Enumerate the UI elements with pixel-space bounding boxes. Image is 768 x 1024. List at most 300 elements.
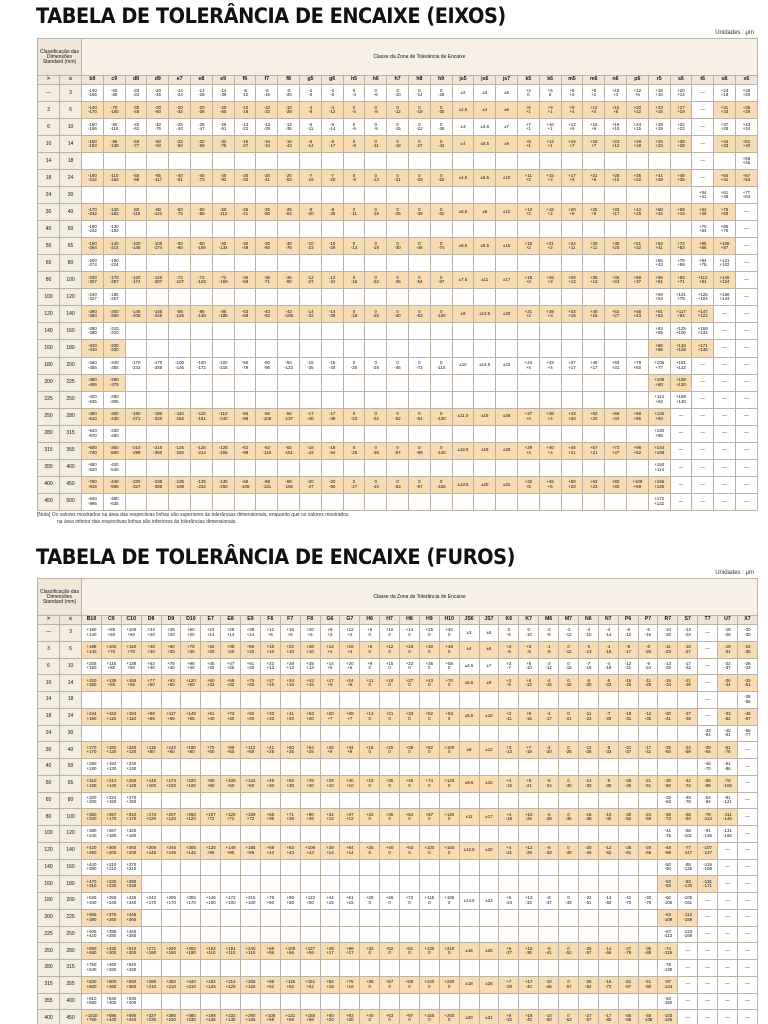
tolerance-cell: +33 0 bbox=[400, 708, 420, 725]
tolerance-cell: +2 -6 bbox=[499, 641, 519, 658]
tolerance-cell: -25 -40 bbox=[169, 119, 191, 136]
tolerance-cell: +75 +32 bbox=[241, 675, 261, 692]
tolerance-cell: — bbox=[737, 926, 757, 943]
tolerance-cell: — bbox=[714, 442, 736, 459]
tolerance-cell bbox=[459, 909, 479, 926]
tolerance-cell bbox=[496, 374, 518, 391]
tolerance-cell: 0 -11 bbox=[365, 136, 387, 153]
tolerance-cell bbox=[387, 425, 409, 442]
tolerance-cell bbox=[201, 926, 221, 943]
tolerance-cell: +140 0 bbox=[419, 976, 439, 993]
size-cell: 200 bbox=[60, 893, 82, 910]
tolerance-cell: +22 +10 bbox=[280, 641, 300, 658]
size-cell: 280 bbox=[60, 943, 82, 960]
tolerance-cell bbox=[400, 876, 420, 893]
tolerance-cell: +50 +23 bbox=[561, 476, 583, 493]
column-header: JS7 bbox=[479, 616, 499, 625]
tolerance-cell bbox=[626, 187, 648, 204]
tolerance-cell: -140 -170 bbox=[82, 102, 104, 119]
tolerance-cell bbox=[499, 926, 519, 943]
tolerance-cell: +5 -10 bbox=[519, 658, 539, 675]
tolerance-cell bbox=[161, 725, 181, 742]
tolerance-cell: — bbox=[698, 658, 718, 675]
column-header: K6 bbox=[499, 616, 519, 625]
tolerance-cell bbox=[365, 323, 387, 340]
tolerance-cell: +7 -18 bbox=[519, 742, 539, 759]
tolerance-cell bbox=[321, 153, 343, 170]
size-cell: 450 bbox=[60, 1010, 82, 1024]
tolerance-cell: +445 +260 bbox=[121, 909, 141, 926]
tolerance-cell: 0 -21 bbox=[559, 708, 579, 725]
tolerance-cell bbox=[212, 255, 234, 272]
tolerance-cell bbox=[626, 289, 648, 306]
tolerance-cell bbox=[343, 221, 365, 238]
tolerance-cell: +29 +10 bbox=[320, 775, 340, 792]
tolerance-cell: 0 -6 bbox=[343, 119, 365, 136]
tolerance-cell bbox=[419, 792, 439, 809]
tolerance-cell bbox=[517, 459, 539, 476]
tolerance-cell: +198 +135 bbox=[201, 1010, 221, 1024]
tolerance-cell: -45 -70 bbox=[698, 759, 718, 776]
tolerance-cell: +109 +80 bbox=[648, 374, 670, 391]
tolerance-cell: -25 -50 bbox=[658, 742, 678, 759]
tolerance-cell: 0 -15 bbox=[559, 658, 579, 675]
tolerance-cell bbox=[141, 960, 161, 977]
tolerance-cell: +64 +25 bbox=[300, 742, 320, 759]
size-cell: 225 bbox=[38, 926, 60, 943]
tolerance-cell: +32 +5 bbox=[517, 476, 539, 493]
tolerance-cell: -78 -113 bbox=[698, 809, 718, 826]
tolerance-cell: +16 +4 bbox=[340, 641, 360, 658]
tolerance-cell: -170 -242 bbox=[125, 357, 147, 374]
tolerance-cell bbox=[539, 792, 559, 809]
tolerance-cell bbox=[280, 960, 300, 977]
size-cell: 3 bbox=[60, 85, 82, 102]
size-cell: 10 bbox=[60, 119, 82, 136]
tolerance-cell bbox=[499, 692, 519, 709]
tolerance-cell: +61 +15 bbox=[340, 893, 360, 910]
tolerance-cell: +160 0 bbox=[439, 842, 459, 859]
tolerance-cell bbox=[519, 826, 539, 843]
tolerance-cell: +56 +45 bbox=[735, 153, 757, 170]
size-cell: 225 bbox=[60, 909, 82, 926]
tolerance-cell: +52 +27 bbox=[605, 306, 627, 323]
tolerance-cell bbox=[496, 187, 518, 204]
tolerance-cell: +115 0 bbox=[419, 893, 439, 910]
tolerance-cell bbox=[221, 792, 241, 809]
tolerance-cell bbox=[201, 692, 221, 709]
tolerance-cell bbox=[181, 859, 201, 876]
tolerance-cell: ±18 bbox=[474, 442, 496, 459]
tolerance-cell: -125 -182 bbox=[169, 442, 191, 459]
tolerance-cell: 0 -57 bbox=[559, 976, 579, 993]
tolerance-cell bbox=[408, 289, 430, 306]
tolerance-cell: +8 -32 bbox=[499, 1010, 519, 1024]
tolerance-cell bbox=[419, 759, 439, 776]
tolerance-cell bbox=[365, 340, 387, 357]
tolerance-cell: ±17 bbox=[496, 272, 518, 289]
tolerance-cell: +330 +230 bbox=[101, 876, 121, 893]
tolerance-cell: -12 -27 bbox=[299, 272, 321, 289]
tolerance-cell bbox=[299, 255, 321, 272]
tolerance-cell: 0 -9 bbox=[343, 170, 365, 187]
tolerance-cell: +50 +25 bbox=[280, 742, 300, 759]
tolerance-cell bbox=[474, 493, 496, 510]
size-cell: 80 bbox=[38, 272, 60, 289]
tolerance-cell bbox=[299, 289, 321, 306]
tolerance-cell: ±26 bbox=[496, 408, 518, 425]
tolerance-cell bbox=[221, 926, 241, 943]
tolerance-cell: +230 +130 bbox=[121, 759, 141, 776]
tolerance-cell: +52 0 bbox=[380, 943, 400, 960]
tolerance-cell bbox=[605, 374, 627, 391]
tolerance-cell: — bbox=[698, 625, 718, 642]
table-row bbox=[38, 459, 758, 476]
tolerance-cell bbox=[340, 792, 360, 809]
tolerance-cell: — bbox=[678, 993, 698, 1010]
tolerance-cell: -91 -126 bbox=[698, 826, 718, 843]
tolerance-cell bbox=[561, 323, 583, 340]
tolerance-cell: -20 -47 bbox=[299, 476, 321, 493]
tolerance-cell: -27 -48 bbox=[678, 708, 698, 725]
tolerance-cell: — bbox=[692, 476, 714, 493]
tolerance-cell: — bbox=[735, 408, 757, 425]
tolerance-cell: -240 -355 bbox=[103, 357, 125, 374]
tolerance-cell: ±9.5 bbox=[459, 775, 479, 792]
tolerance-cell bbox=[320, 792, 340, 809]
column-header: E9 bbox=[241, 616, 261, 625]
tolerance-cell: -110 -162 bbox=[169, 408, 191, 425]
column-header: h7 bbox=[387, 76, 409, 85]
tolerance-cell: +140 0 bbox=[439, 809, 459, 826]
tolerance-cell: +46 +21 bbox=[561, 442, 583, 459]
table-row bbox=[38, 993, 758, 1010]
tolerance-cell: -51 -76 bbox=[718, 742, 738, 759]
tolerance-cell bbox=[605, 340, 627, 357]
tolerance-cell: +207 +120 bbox=[161, 809, 181, 826]
tolerance-cell: +49 +17 bbox=[320, 943, 340, 960]
tolerance-cell bbox=[169, 323, 191, 340]
tolerance-cell bbox=[320, 692, 340, 709]
tolerance-cell: +18 +3 bbox=[517, 272, 539, 289]
tolerance-cell: -145 -245 bbox=[147, 306, 169, 323]
tolerance-cell: +67 +54 bbox=[735, 170, 757, 187]
tolerance-cell bbox=[605, 255, 627, 272]
tolerance-cell: -14 -39 bbox=[321, 306, 343, 323]
tolerance-cell: 0 -15 bbox=[343, 272, 365, 289]
tolerance-cell: +130 +98 bbox=[648, 425, 670, 442]
tolerance-cell: +84 0 bbox=[439, 708, 459, 725]
tolerance-cell bbox=[408, 493, 430, 510]
tolerance-cell: +86 +70 bbox=[714, 221, 736, 238]
tolerance-cell bbox=[191, 323, 213, 340]
size-bound-header: ≤ bbox=[60, 76, 82, 85]
tolerance-cell: — bbox=[678, 943, 698, 960]
tolerance-cell: -25 -41 bbox=[234, 204, 256, 221]
tolerance-cell: +85 +60 bbox=[101, 625, 121, 642]
tolerance-cell: -32 -59 bbox=[191, 136, 213, 153]
tolerance-cell bbox=[638, 909, 658, 926]
tolerance-cell: +24 +14 bbox=[201, 625, 221, 642]
shafts-note-line-2: na área inferior das respectivas linhas são inferiores às tolerâncias dimensionais. bbox=[57, 518, 237, 525]
tolerance-cell bbox=[147, 187, 169, 204]
tolerance-cell: +43 +34 bbox=[735, 119, 757, 136]
tolerance-cell bbox=[299, 340, 321, 357]
tolerance-cell: 0 -25 bbox=[365, 306, 387, 323]
tolerance-cell: -62 -119 bbox=[256, 442, 278, 459]
tolerance-cell bbox=[474, 425, 496, 442]
tolerance-cell: +3 -9 bbox=[519, 641, 539, 658]
tolerance-cell: +12 +6 bbox=[561, 119, 583, 136]
column-header: C10 bbox=[121, 616, 141, 625]
tolerance-cell bbox=[340, 993, 360, 1010]
tolerance-cell: — bbox=[698, 976, 718, 993]
tolerance-cell: 0 -14 bbox=[408, 85, 430, 102]
tolerance-cell bbox=[559, 725, 579, 742]
tolerance-cell: -190 -320 bbox=[147, 408, 169, 425]
tolerance-cell bbox=[360, 826, 380, 843]
tolerance-cell: +87 0 bbox=[419, 809, 439, 826]
tolerance-cell: +11 +2 bbox=[517, 170, 539, 187]
tolerance-cell: +180 +80 bbox=[181, 742, 201, 759]
column-header: T7 bbox=[698, 616, 718, 625]
tolerance-cell: +12 -28 bbox=[519, 842, 539, 859]
tolerance-cell: +21 0 bbox=[380, 708, 400, 725]
tolerance-cell bbox=[598, 960, 618, 977]
tolerance-cell bbox=[479, 993, 499, 1010]
tolerance-cell: +166 +126 bbox=[648, 476, 670, 493]
size-cell: 450 bbox=[38, 493, 60, 510]
tolerance-cell: -150 -186 bbox=[82, 119, 104, 136]
tolerance-cell: +12 +4 bbox=[320, 641, 340, 658]
tolerance-cell: -420 -535 bbox=[82, 391, 104, 408]
size-cell: 180 bbox=[60, 340, 82, 357]
tolerance-cell bbox=[519, 993, 539, 1010]
tolerance-cell bbox=[439, 859, 459, 876]
tolerance-cell: +2 -9 bbox=[499, 675, 519, 692]
tolerance-cell bbox=[212, 459, 234, 476]
tolerance-cell: -93 -150 bbox=[658, 993, 678, 1010]
column-header: D9 bbox=[161, 616, 181, 625]
column-header: r5 bbox=[648, 76, 670, 85]
tolerance-cell: +113 +91 bbox=[692, 272, 714, 289]
tolerance-cell: +17 +6 bbox=[320, 675, 340, 692]
tolerance-cell: -19 -31 bbox=[718, 641, 738, 658]
tolerance-cell: +6 0 bbox=[360, 625, 380, 642]
tolerance-cell: +370 +210 bbox=[121, 859, 141, 876]
size-cell: 160 bbox=[60, 859, 82, 876]
tolerance-cell: ±5 bbox=[496, 85, 518, 102]
column-header: g5 bbox=[299, 76, 321, 85]
tolerance-cell: +77 +50 bbox=[141, 675, 161, 692]
tolerance-cell: 0 -5 bbox=[343, 102, 365, 119]
tolerance-cell bbox=[125, 323, 147, 340]
tolerance-cell: +125 +100 bbox=[670, 323, 692, 340]
tolerance-cell: -14 -60 bbox=[598, 893, 618, 910]
tolerance-cell bbox=[201, 909, 221, 926]
tolerance-cell bbox=[221, 876, 241, 893]
size-cell: 14 bbox=[60, 675, 82, 692]
tolerance-cell: -25 -61 bbox=[212, 119, 234, 136]
tolerance-cell bbox=[343, 187, 365, 204]
tolerance-cell: — bbox=[735, 340, 757, 357]
tolerance-cell: 0 -25 bbox=[343, 442, 365, 459]
tolerance-cell bbox=[474, 221, 496, 238]
tolerance-cell: +46 0 bbox=[380, 893, 400, 910]
tolerance-cell bbox=[221, 909, 241, 926]
tolerance-cell: +25 +3 bbox=[539, 272, 561, 289]
tolerance-cell bbox=[201, 826, 221, 843]
tolerance-cell bbox=[598, 826, 618, 843]
tolerance-cell bbox=[519, 859, 539, 876]
tolerance-cell bbox=[234, 374, 256, 391]
size-cell: 10 bbox=[60, 658, 82, 675]
tolerance-cell bbox=[103, 153, 125, 170]
zone-header: Classe da Zona de Tolerância de Encaixe bbox=[82, 579, 758, 616]
tolerance-cell: +60 +30 bbox=[280, 775, 300, 792]
tolerance-cell: +60 +30 bbox=[161, 641, 181, 658]
size-cell: 30 bbox=[38, 742, 60, 759]
table-row bbox=[38, 943, 758, 960]
size-cell: 500 bbox=[60, 493, 82, 510]
table-row bbox=[38, 425, 758, 442]
tolerance-cell bbox=[452, 187, 474, 204]
tolerance-cell: +100 0 bbox=[439, 742, 459, 759]
tolerance-cell bbox=[626, 323, 648, 340]
size-cell: 280 bbox=[60, 408, 82, 425]
tolerance-cell: +244 +160 bbox=[82, 708, 102, 725]
tolerance-cell: -7 -20 bbox=[321, 170, 343, 187]
tolerance-cell: +119 +62 bbox=[280, 976, 300, 993]
tolerance-cell: +232 +135 bbox=[221, 1010, 241, 1024]
holes-units: Unidades : μm bbox=[715, 570, 754, 576]
size-cell: 140 bbox=[60, 306, 82, 323]
table-row bbox=[38, 876, 758, 893]
tolerance-cell: +24 +11 bbox=[561, 238, 583, 255]
tolerance-cell bbox=[360, 759, 380, 776]
tolerance-cell bbox=[561, 459, 583, 476]
tolerance-cell: +5 -27 bbox=[499, 943, 519, 960]
tolerance-cell: +81 +63 bbox=[648, 306, 670, 323]
tolerance-cell: +14 +5 bbox=[320, 658, 340, 675]
tolerance-cell: +106 +87 bbox=[714, 238, 736, 255]
tolerance-cell bbox=[343, 459, 365, 476]
size-cell: 6 bbox=[38, 658, 60, 675]
tolerance-cell bbox=[583, 391, 605, 408]
tolerance-cell: — bbox=[670, 425, 692, 442]
tolerance-cell: ±4.5 bbox=[474, 119, 496, 136]
tolerance-cell bbox=[380, 960, 400, 977]
tolerance-cell: ±9.5 bbox=[474, 238, 496, 255]
tolerance-cell: +12 0 bbox=[380, 641, 400, 658]
tolerance-cell: — bbox=[678, 1010, 698, 1024]
tolerance-cell bbox=[474, 459, 496, 476]
tolerance-cell bbox=[241, 792, 261, 809]
tolerance-cell: +480 +230 bbox=[181, 1010, 201, 1024]
tolerance-cell: — bbox=[714, 374, 736, 391]
tolerance-cell bbox=[234, 187, 256, 204]
size-cell: 315 bbox=[60, 960, 82, 977]
tolerance-cell: — bbox=[735, 238, 757, 255]
tolerance-cell: ±7.5 bbox=[452, 272, 474, 289]
tolerance-cell: +23 +15 bbox=[648, 102, 670, 119]
tolerance-cell bbox=[201, 859, 221, 876]
tolerance-cell: +230 0 bbox=[439, 976, 459, 993]
tolerance-cell bbox=[221, 759, 241, 776]
tolerance-cell: 0 -36 bbox=[430, 119, 452, 136]
tolerance-cell bbox=[181, 960, 201, 977]
tolerance-cell bbox=[212, 289, 234, 306]
tolerance-cell bbox=[234, 153, 256, 170]
size-cell: 18 bbox=[60, 692, 82, 709]
tolerance-cell: 0 -46 bbox=[559, 893, 579, 910]
tolerance-cell: -135 -232 bbox=[191, 476, 213, 493]
tolerance-cell: -66 -101 bbox=[678, 826, 698, 843]
tolerance-cell: +43 +16 bbox=[300, 675, 320, 692]
tolerance-cell: -107 -147 bbox=[698, 842, 718, 859]
tolerance-cell: — bbox=[714, 459, 736, 476]
tolerance-cell: +83 +20 bbox=[340, 1010, 360, 1024]
tolerance-cell bbox=[419, 926, 439, 943]
column-header: G7 bbox=[340, 616, 360, 625]
tolerance-cell: -20 -30 bbox=[737, 625, 757, 642]
tolerance-cell bbox=[161, 859, 181, 876]
tolerance-cell: +41 +25 bbox=[260, 742, 280, 759]
tolerance-cell bbox=[82, 692, 102, 709]
tolerance-cell: +910 +680 bbox=[82, 993, 102, 1010]
size-cell: 24 bbox=[60, 708, 82, 725]
tolerance-cell bbox=[419, 909, 439, 926]
tolerance-cell: -15 -44 bbox=[321, 357, 343, 374]
tolerance-cell: — bbox=[735, 272, 757, 289]
tolerance-cell: -28 -43 bbox=[737, 658, 757, 675]
tolerance-cell: ±16 bbox=[474, 408, 496, 425]
tolerance-cell: -40 -62 bbox=[125, 119, 147, 136]
tolerance-cell: +98 +40 bbox=[181, 658, 201, 675]
tolerance-cell: -40 -76 bbox=[147, 119, 169, 136]
tolerance-cell: -10 -23 bbox=[299, 238, 321, 255]
tolerance-cell: +16 0 bbox=[360, 742, 380, 759]
tolerance-cell: — bbox=[718, 893, 738, 910]
tolerance-cell bbox=[519, 759, 539, 776]
size-cell: 140 bbox=[38, 859, 60, 876]
tolerance-cell bbox=[343, 391, 365, 408]
tolerance-cell: -43 -106 bbox=[278, 306, 300, 323]
tolerance-cell: +108 +56 bbox=[280, 943, 300, 960]
tolerance-cell bbox=[439, 926, 459, 943]
tolerance-cell bbox=[221, 826, 241, 843]
column-header: N7 bbox=[598, 616, 618, 625]
tolerance-cell: +54 +41 bbox=[692, 187, 714, 204]
size-bound-header: > bbox=[38, 616, 60, 625]
tolerance-cell: +88 +56 bbox=[260, 943, 280, 960]
tolerance-cell: +33 +15 bbox=[561, 306, 583, 323]
tolerance-cell: -6 -20 bbox=[278, 85, 300, 102]
tolerance-cell: -60 -106 bbox=[658, 893, 678, 910]
size-cell: 355 bbox=[38, 993, 60, 1010]
tolerance-cell bbox=[439, 909, 459, 926]
tolerance-cell bbox=[439, 826, 459, 843]
tolerance-cell bbox=[605, 493, 627, 510]
tolerance-cell: -72 -107 bbox=[169, 272, 191, 289]
tolerance-cell: +34 +12 bbox=[320, 809, 340, 826]
tolerance-cell: — bbox=[692, 357, 714, 374]
tolerance-cell: ±17 bbox=[479, 809, 499, 826]
tolerance-cell: +690 +480 bbox=[82, 943, 102, 960]
tolerance-cell bbox=[280, 792, 300, 809]
tolerance-cell bbox=[300, 859, 320, 876]
tolerance-cell: ±11 bbox=[459, 809, 479, 826]
